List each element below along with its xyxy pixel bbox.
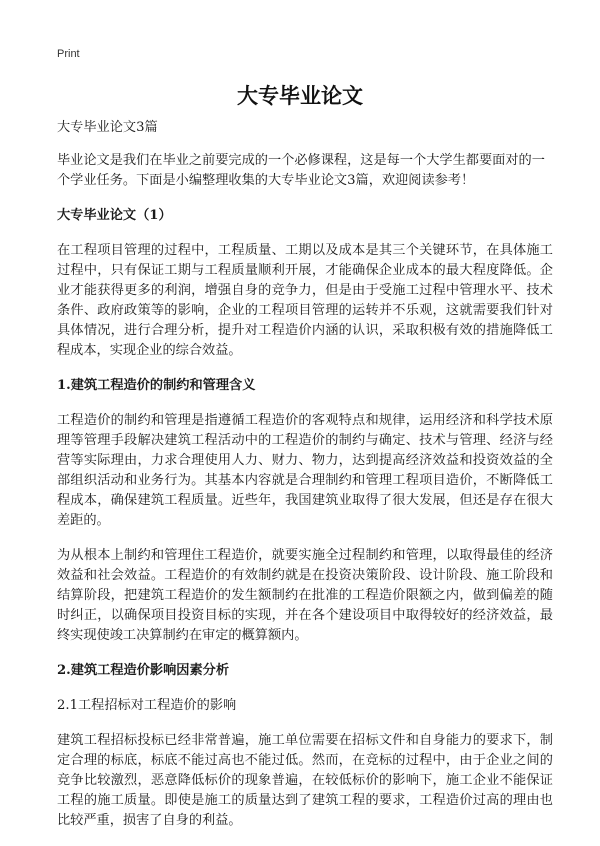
paragraph: 在工程项目管理的过程中，工程质量、工期以及成本是其三个关键环节，在具体施工过程中，只有保证工期与工程质量顺利开展，才能确保企业成本的最大程度降低。企业才能获得更多的利润，增强自身的竞争力，但是由于受施工过程中管理水平、技术条件、政府政策等的影响，企业的工程项目管理的运转并不乐观，这就需要我们针对具体情况，进行合理分析，提升对工程造价内涵的认识，采取积极有效的措施降低工程成本，实现企业的综合效益。 <box>57 243 553 358</box>
article-subtitle: 大专毕业论文3篇 <box>57 120 158 135</box>
print-link[interactable]: Print <box>57 48 80 60</box>
paragraph: 工程造价的制约和管理是指遵循工程造价的客观特点和规律，运用经济和科学技术原理等管理手段解决建筑工程活动中的工程造价的制约与确定、技术与管理、经济与经营等实际理由，力求合理使用人力、财力、物力，达到提高经济效益和投资效益的全部组织活动和业务行为。其基本内容就是合理制约和管理工程项目造价，不断降低工程成本，确保建筑工程质量。近些年，我国建筑业取得了很大发展，但还是存在很大差距的。 <box>57 413 553 528</box>
intro-paragraph: 毕业论文是我们在毕业之前要完成的一个必修课程，这是每一个大学生都要面对的一个学业任务。下面是小编整理收集的大专毕业论文3篇，欢迎阅读参考！ <box>57 153 545 188</box>
paragraph: 建筑工程招标投标已经非常普遍，施工单位需要在招标文件和自身能力的要求下，制定合理的标底，标底不能过高也不能过低。然而，在竞标的过程中，由于企业之间的竞争比较激烈，恶意降低标价的现象普遍，在较低标价的影响下，施工企业不能保证工程的施工质量。即使是施工的质量达到了建筑工程的要求，工程造价过高的理由也比较严重，损害了自身的利益。 <box>57 733 553 828</box>
article-body <box>57 118 553 846</box>
page-title: 大专毕业论文 <box>237 83 363 108</box>
heading-2: 2.建筑工程造价影响因素分析 <box>57 663 230 678</box>
subheading-2-1: 2.1工程招标对工程造价的影响 <box>57 698 237 713</box>
section-heading: 大专毕业论文（1） <box>57 208 172 223</box>
heading-1: 1.建筑工程造价的制约和管理含义 <box>57 378 256 393</box>
paragraph: 为从根本上制约和管理住工程造价，就要实施全过程制约和管理，以取得最佳的经济效益和社会效益。工程造价的有效制约就是在投资决策阶段、设计阶段、施工阶段和结算阶段，把建筑工程造价的发生额制约在批准的工程造价限额之内，做到偏差的随时纠正，以确保项目投资目标的实现，并在各个建设项目中取得较好的经济效益，最终实现使竣工决算制约在审定的概算额内。 <box>57 548 553 643</box>
